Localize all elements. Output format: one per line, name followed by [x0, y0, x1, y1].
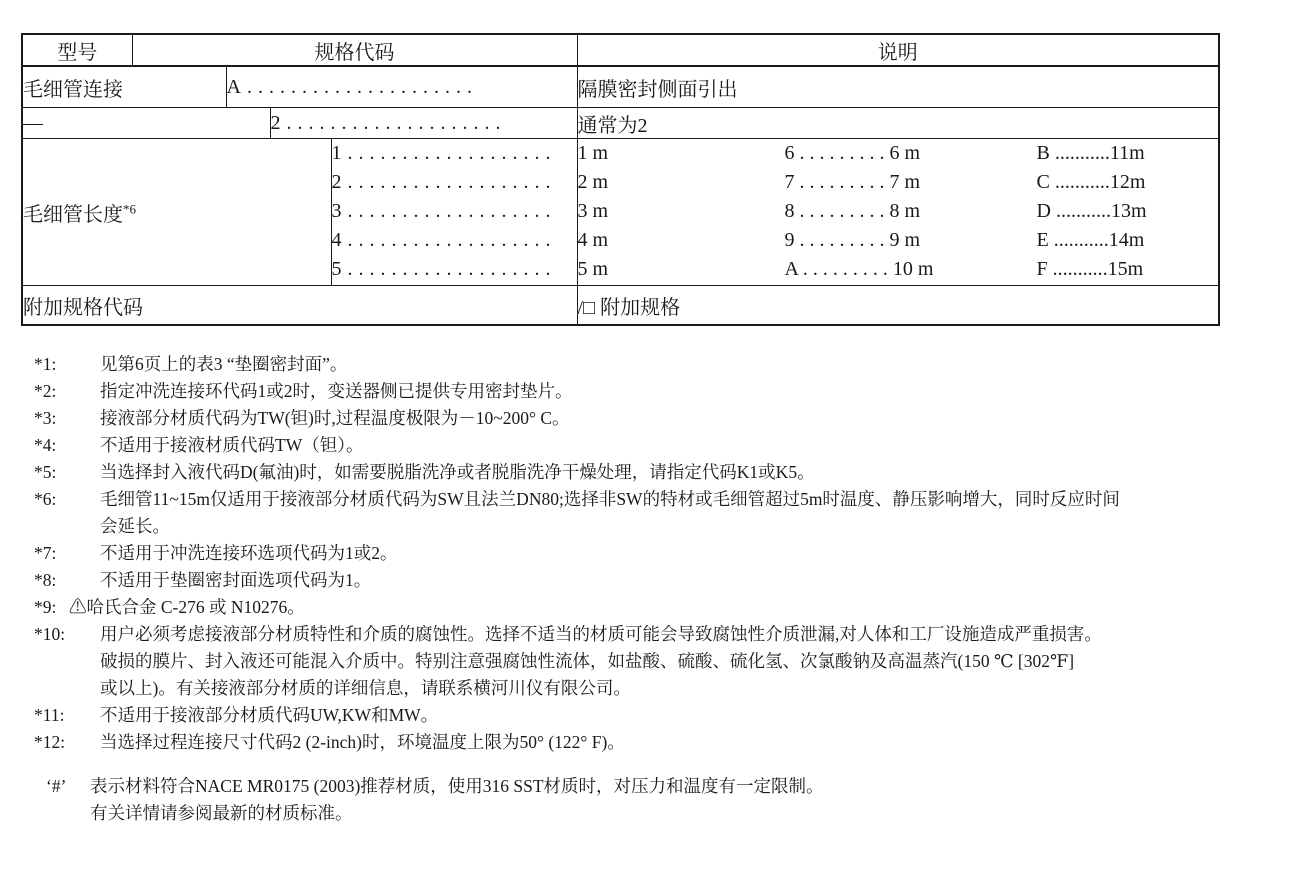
footnotes: [34, 351, 1282, 827]
material-standard-note: [46, 773, 1282, 827]
code-text: 2....................: [270, 111, 507, 134]
footnote-line: 当选择封入液代码D(氟油)时，如需要脱脂洗净或者脱脂洗净干燥处理，请指定代码K1或K5。: [100, 462, 815, 482]
footnote-line: 当选择过程连接尺寸代码2 (2-inch)时，环境温度上限为50° (122° F)。: [100, 732, 625, 752]
footnote: [34, 378, 1282, 405]
footnote: [34, 459, 1282, 486]
length-value: 3 m: [577, 200, 609, 222]
footnote-line: 指定冲洗连接环代码1或2时，变送器侧已提供专用密封垫片。: [100, 381, 573, 401]
length-value: 5 m: [577, 258, 609, 280]
footnote: [34, 729, 1282, 756]
length-value: B ...........11m: [1036, 142, 1145, 164]
code-text: 5...................: [331, 258, 557, 280]
row-label: [22, 139, 331, 286]
footnote-line: 不适用于接液部分材质代码UW,KW和MW。: [100, 705, 439, 725]
length-value: 6 . . . . . . . . . 6 m: [784, 142, 921, 164]
hash-note-marker: ‘#’: [46, 776, 67, 796]
footnote: [34, 351, 1282, 378]
footnote-marker: *9:: [34, 597, 57, 617]
footnote: [34, 405, 1282, 432]
length-value: 7 . . . . . . . . . 7 m: [784, 171, 921, 193]
footnote-line: 见第6页上的表3 “垫圈密封面”。: [100, 354, 348, 374]
length-value: 1 m: [577, 142, 609, 164]
footnote-marker: *5:: [34, 462, 57, 482]
footnote-marker: *11:: [34, 705, 65, 725]
length-desc-line: [578, 226, 1219, 255]
row-label: 附加规格代码: [22, 286, 577, 326]
row-label: 毛细管连接: [22, 66, 226, 108]
footnote-line: 接液部分材质代码为TW(钽)时,过程温度极限为－10~200° C。: [100, 408, 570, 428]
footnote-marker: *2:: [34, 381, 57, 401]
footnote-marker: *4:: [34, 435, 57, 455]
length-value: D ...........13m: [1036, 200, 1147, 222]
footnote-marker: *12:: [34, 732, 66, 752]
footnote: [34, 567, 1282, 594]
spec-code-table: [21, 33, 1220, 326]
footnote-line: 破损的膜片、封入液还可能混入介质中。特别注意强腐蚀性流体，如盐酸、硫酸、硫化氢、次氯酸钠及高温蒸汽(150 ℃ [302℉]: [100, 651, 1075, 671]
footnote-line: 不适用于垫圈密封面选项代码为1。: [100, 570, 372, 590]
footnote-line: 不适用于冲洗连接环选项代码为1或2。: [100, 543, 398, 563]
length-value: A . . . . . . . . . 10 m: [784, 258, 934, 280]
footnote-ref: *6: [123, 200, 136, 216]
footnote-line: 毛细管11~15m仅适用于接液部分材质代码为SW且法兰DN80;选择非SW的特材或毛细管超过5m时温度、静压影响增大，同时反应时间: [100, 489, 1120, 509]
row-description: 通常为2: [577, 108, 1219, 139]
footnote-marker: *8:: [34, 570, 57, 590]
row-code: [270, 108, 577, 139]
footnote-marker: *10:: [34, 624, 66, 644]
footnote-marker: *7:: [34, 543, 57, 563]
footnote: [34, 486, 1282, 540]
header-description: 说明: [577, 34, 1219, 66]
row-label: —: [22, 108, 270, 139]
length-value: 8 . . . . . . . . . 8 m: [784, 200, 921, 222]
footnote-marker: *1:: [34, 354, 57, 374]
footnote: [34, 432, 1282, 459]
hash-note-line: 有关详情请参阅最新的材质标准。: [90, 803, 353, 823]
footnote: [34, 621, 1282, 702]
row-code: [226, 66, 577, 108]
footnote-line: 或以上)。有关接液部分材质的详细信息，请联系横河川仪有限公司。: [100, 678, 631, 698]
footnote-marker: *3:: [34, 408, 57, 428]
table-row-optional-codes: [22, 286, 1219, 326]
footnote-marker: *6:: [34, 489, 57, 509]
length-value: 2 m: [577, 171, 609, 193]
footnote: [34, 540, 1282, 567]
length-value: C ...........12m: [1036, 171, 1146, 193]
code-text: 2...................: [331, 171, 557, 193]
table-header-row: [22, 34, 1219, 66]
table-row-dash: [22, 108, 1219, 139]
table-row-capillary-connection: [22, 66, 1219, 108]
footnote-line: 会延长。: [100, 516, 170, 536]
row-label-text: 毛细管长度: [23, 203, 123, 226]
length-value: 4 m: [577, 229, 609, 251]
row-description: /□ 附加规格: [577, 286, 1219, 326]
footnote-line: 不适用于接液材质代码TW（钽）。: [100, 435, 364, 455]
footnote-with-warning: [34, 594, 1282, 621]
row-description: [577, 139, 1219, 286]
length-value: E ...........14m: [1036, 229, 1145, 251]
length-value: 9 . . . . . . . . . 9 m: [784, 229, 921, 251]
length-desc-line: [578, 255, 1219, 284]
header-model: 型号: [22, 34, 132, 66]
row-description: 隔膜密封侧面引出: [577, 66, 1219, 108]
hash-note-line: 表示材料符合NACE MR0175 (2003)推荐材质，使用316 SST材质时，对压力和温度有一定限制。: [90, 776, 824, 796]
code-text: A.....................: [226, 75, 478, 98]
code-text: 1...................: [331, 142, 557, 164]
footnote: [34, 702, 1282, 729]
length-desc-line: [578, 197, 1219, 226]
footnote-line-warning-triangle-icon: ⚠哈氏合金 C-276 或 N10276。: [69, 597, 305, 617]
code-text: 4...................: [331, 229, 557, 251]
header-spec-code: 规格代码: [132, 34, 577, 66]
length-desc-line: [578, 139, 1219, 168]
length-desc-line: [578, 168, 1219, 197]
footnote-line: 用户必须考虑接液部分材质特性和介质的腐蚀性。选择不适当的材质可能会导致腐蚀性介质泄漏,对人体和工厂设施造成严重损害。: [100, 624, 1102, 644]
code-text: 3...................: [331, 200, 557, 222]
table-row-capillary-length: [22, 139, 1219, 286]
length-value: F ...........15m: [1036, 258, 1144, 280]
row-codes: [331, 139, 577, 286]
